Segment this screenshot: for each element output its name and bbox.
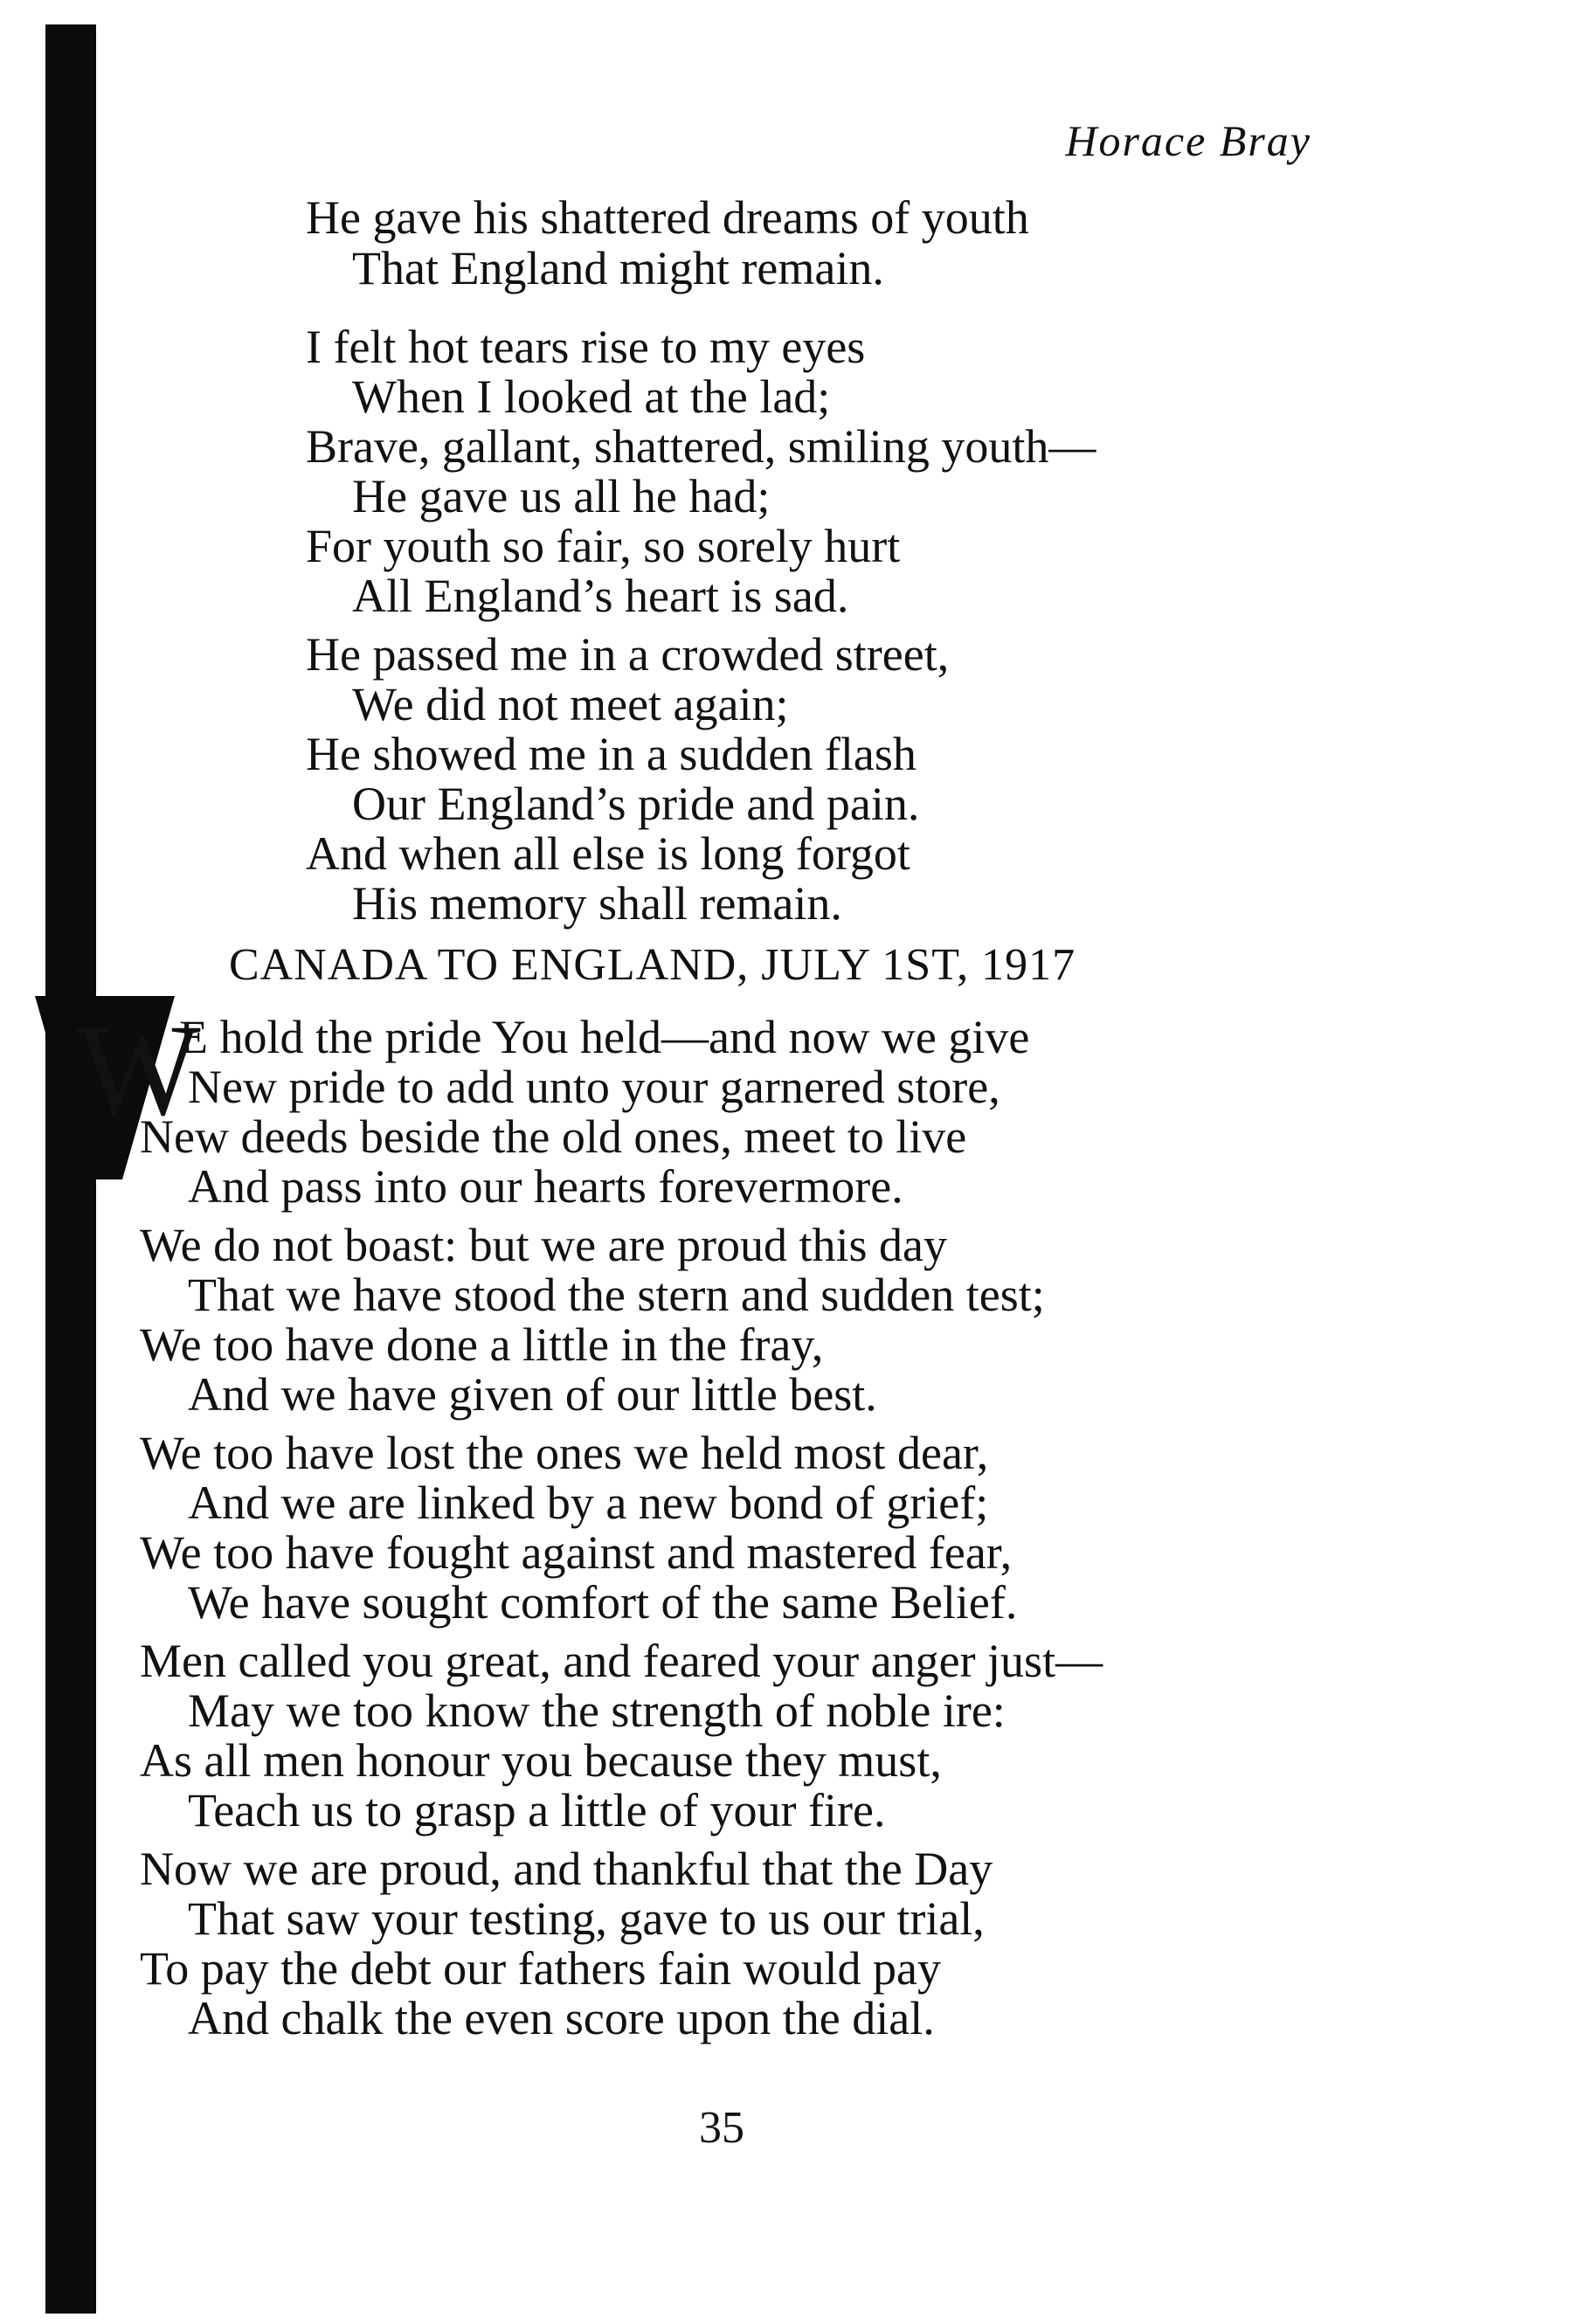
poem2-line: New pride to add unto your garnered store,	[188, 1061, 1000, 1113]
poem2-line: Men called you great, and feared your anger just—	[140, 1635, 1103, 1687]
poem2-line: And we are linked by a new bond of grief;	[188, 1477, 989, 1529]
author-name: Horace Bray	[1065, 116, 1311, 165]
poem2-line: That we have stood the stern and sudden test;	[188, 1269, 1045, 1321]
poem1-line: His memory shall remain.	[352, 877, 842, 930]
poem1-line: Brave, gallant, shattered, smiling youth—	[306, 420, 1096, 473]
poem-title: CANADA TO ENGLAND, JULY 1ST, 1917	[229, 940, 1076, 990]
poem2-line: We have sought comfort of the same Belief.	[188, 1576, 1018, 1629]
poem1-line: He passed me in a crowded street,	[306, 628, 950, 681]
poem1-line: And when all else is long forgot	[306, 827, 910, 880]
poem2-line: Now we are proud, and thankful that the Day	[140, 1843, 993, 1895]
poem2-line: New deeds beside the old ones, meet to live	[140, 1110, 967, 1163]
poem2-line: And chalk the even score upon the dial.	[188, 1992, 935, 2044]
poem2-line: And pass into our hearts forevermore.	[188, 1160, 903, 1213]
poem2-line: We too have done a little in the fray,	[140, 1318, 824, 1371]
poem2-line: Teach us to grasp a little of your fire.	[188, 1784, 886, 1836]
poem2-line: And we have given of our little best.	[188, 1368, 877, 1421]
poem1-line: We did not meet again;	[352, 678, 789, 730]
poem1-line: For youth so fair, so sorely hurt	[306, 520, 901, 572]
poem1-line: I felt hot tears rise to my eyes	[306, 321, 866, 373]
poem2-line: We too have lost the ones we held most dear,	[140, 1427, 989, 1479]
poem2-line: May we too know the strength of noble ire:	[188, 1684, 1006, 1737]
poem1-line: That England might remain.	[352, 242, 884, 294]
poem1-line: Our England’s pride and pain.	[352, 778, 920, 830]
poem1-line: When I looked at the lad;	[352, 370, 831, 423]
poem2-line: To pay the debt our fathers fain would pay	[140, 1942, 941, 1995]
poem2-line: We do not boast: but we are proud this day	[140, 1219, 947, 1271]
poem2-line: E hold the pride You held—and now we give	[179, 1011, 1030, 1063]
poem1-line: He gave his shattered dreams of youth	[306, 191, 1029, 244]
poem1-line: All England’s heart is sad.	[352, 570, 849, 622]
poem1-line: He gave us all he had;	[352, 470, 771, 522]
poem2-line: As all men honour you because they must,	[140, 1734, 942, 1787]
poem2-line: That saw your testing, gave to us our trial,	[188, 1892, 985, 1945]
drop-cap: W	[77, 998, 201, 1143]
page-number: 35	[699, 2103, 744, 2153]
poem1-line: He showed me in a sudden flash	[306, 728, 917, 780]
poem2-line: We too have fought against and mastered fear,	[140, 1526, 1013, 1579]
